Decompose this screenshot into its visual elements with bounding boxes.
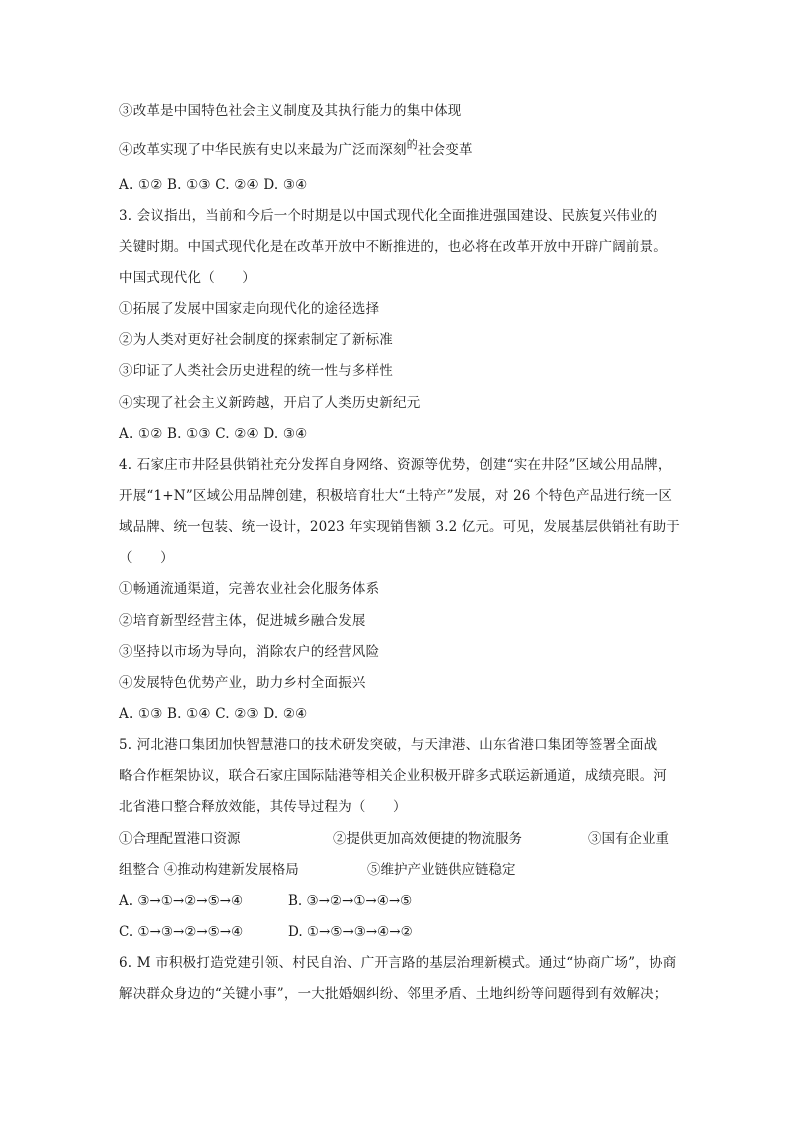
q3-option-2: ②为人类对更好社会制度的探索制定了新标准: [119, 332, 393, 348]
question-5-stem-line-2: 略合作框架协议，联合石家庄国际陆港等相关企业积极开辟多式联运新通道，成绩亮眼。河: [119, 768, 667, 784]
question-3-stem-line-1: 3. 会议指出，当前和今后一个时期是以中国式现代化全面推进强国建设、民族复兴伟业的: [119, 208, 658, 224]
q4-option-3: ③坚持以市场为导向，消除农户的经营风险: [119, 644, 380, 660]
option-4-superscript: 的: [406, 138, 418, 151]
q4-option-4: ④发展特色优势产业，助力乡村全面振兴: [119, 675, 366, 691]
q3-option-1: ①拓展了发展中国家走向现代化的途径选择: [119, 301, 380, 317]
answer-choices-q2: A. ①② B. ①③ C. ②④ D. ③④: [119, 177, 308, 193]
question-4-blank: （ ）: [119, 550, 174, 566]
option-4-text-tail: 社会变革: [417, 142, 473, 158]
question-3-stem-line-3: 中国式现代化（ ）: [119, 270, 256, 286]
q3-option-3: ③印证了人类社会历史进程的统一性与多样性: [119, 363, 393, 379]
answer-choices-q4: A. ①③ B. ①④ C. ②③ D. ②④: [119, 706, 308, 722]
question-6-stem-line-1: 6. M 市积极打造党建引领、村民自治、广开言路的基层治理新模式。通过“协商广场”，协商: [119, 955, 677, 971]
question-5-stem-line-3: 北省港口整合释放效能，其传导过程为（ ）: [119, 799, 407, 815]
question-3-stem-line-2: 关键时期。中国式现代化是在改革开放中不断推进的，也必将在改革开放中开辟广阔前景。: [119, 239, 667, 255]
answer-choices-q3: A. ①② B. ①③ C. ②④ D. ③④: [119, 426, 308, 442]
q4-option-2: ②培育新型经营主体，促进城乡融合发展: [119, 613, 366, 629]
q5-choice-b: B. ③→②→①→④→⑤: [288, 893, 413, 909]
option-4-text-main: ④改革实现了中华民族有史以来最为广泛而深刻: [119, 142, 407, 158]
question-4-stem-line-2: 开展“1+N”区域公用品牌创建，积极培育壮大“土特产”发展，对 26 个特色产品进行统一区: [119, 488, 673, 504]
q5-item-2: ②提供更加高效便捷的物流服务: [333, 831, 522, 847]
q3-option-4: ④实现了社会主义新跨越，开启了人类历史新纪元: [119, 395, 421, 411]
option-3-text: ③改革是中国特色社会主义制度及其执行能力的集中体现: [119, 103, 462, 119]
q5-choice-c: C. ①→③→②→⑤→④: [119, 924, 244, 940]
q5-item-1: ①合理配置港口资源: [119, 831, 241, 847]
q5-item-5: ⑤维护产业链供应链稳定: [367, 862, 516, 878]
question-4-stem-line-3: 域品牌、统一包装、统一设计，2023 年实现销售额 3.2 亿元。可见，发展基层供销社有助于: [119, 519, 680, 535]
q5-choice-d: D. ①→⑤→③→④→②: [288, 924, 413, 940]
question-6-stem-line-2: 解决群众身边的“关键小事”，一大批婚姻纠纷、邻里矛盾、土地纠纷等问题得到有效解决；: [119, 986, 668, 1002]
q4-option-1: ①畅通流通渠道，完善农业社会化服务体系: [119, 581, 380, 597]
question-4-stem-line-1: 4. 石家庄市井陉县供销社充分发挥自身网络、资源等优势，创建“实在井陉”区域公用品牌，: [119, 457, 672, 473]
q5-choice-a: A. ③→①→②→⑤→④: [119, 893, 244, 909]
question-5-stem-line-1: 5. 河北港口集团加快智慧港口的技术研发突破，与天津港、山东省港口集团等签署全面战: [119, 737, 658, 753]
q5-item-3: ③国有企业重: [588, 831, 669, 847]
q5-item-3-cont-and-item-4: 组整合 ④推动构建新发展格局: [119, 862, 299, 878]
option-4-text: [119, 140, 473, 161]
